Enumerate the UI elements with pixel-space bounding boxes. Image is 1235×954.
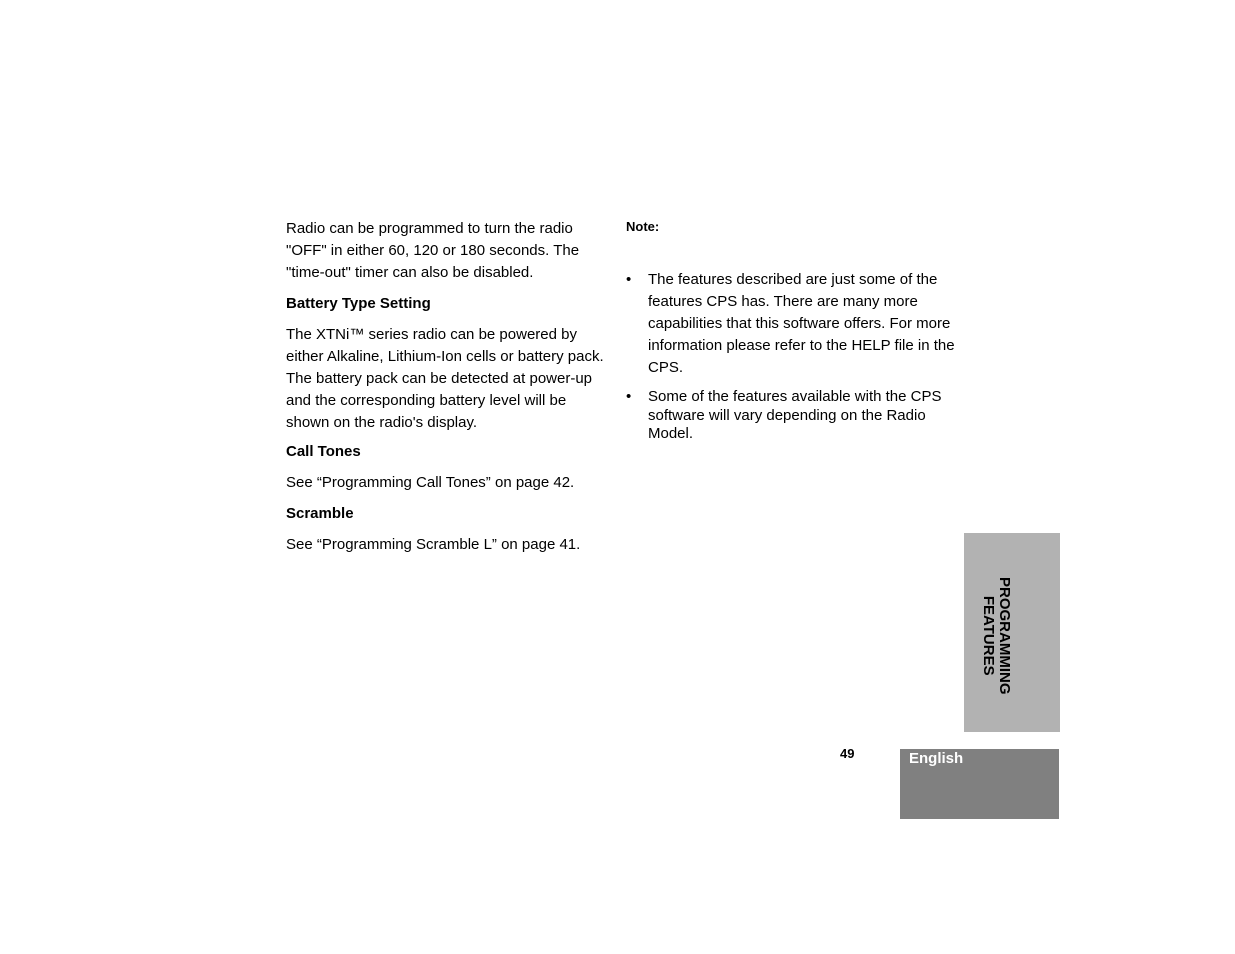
battery-type-text: The XTNi™ series radio can be powered by either Alkaline, Lithium-Ion cells or battery pack. The battery pack can be detected at power-up and the corresponding battery level will be shown on the radio's display. xyxy=(286,326,604,431)
list-item xyxy=(626,388,956,444)
section-title-line-2: FEATURES xyxy=(980,595,997,676)
note-label: Note: xyxy=(626,219,660,234)
bullet-icon: • xyxy=(626,388,632,405)
call-tones-text: See “Programming Call Tones” on page 42. xyxy=(286,474,575,492)
scramble-heading: Scramble xyxy=(286,505,354,523)
language-label: English xyxy=(909,750,964,767)
auto-power-off-text: Radio can be programmed to turn the radio "OFF" in either 60, 120 or 180 seconds. The "time-out" timer can also be disabled. xyxy=(286,220,580,281)
section-title-line-1: PROGRAMMING xyxy=(996,577,1013,695)
bullet-icon: • xyxy=(626,271,632,288)
bullet-text: Some of the features available with the CPS software will vary depending on the Radio Model. xyxy=(648,388,942,442)
left-column xyxy=(286,218,606,556)
section-side-tab xyxy=(964,533,1060,732)
bullet-text: The features described are just some of the features CPS has. There are many more capabilities that this software offers. For more information please refer to the HELP file in the CPS. xyxy=(648,271,955,376)
battery-type-heading: Battery Type Setting xyxy=(286,295,431,313)
section-title xyxy=(980,577,1012,695)
list-item xyxy=(626,269,956,379)
language-tab xyxy=(900,749,1059,819)
page-number: 49 xyxy=(840,746,855,761)
right-column xyxy=(626,218,956,444)
scramble-text: See “Programming Scramble L” on page 41. xyxy=(286,536,581,554)
note-bullet-list xyxy=(626,269,956,444)
call-tones-heading: Call Tones xyxy=(286,443,361,461)
